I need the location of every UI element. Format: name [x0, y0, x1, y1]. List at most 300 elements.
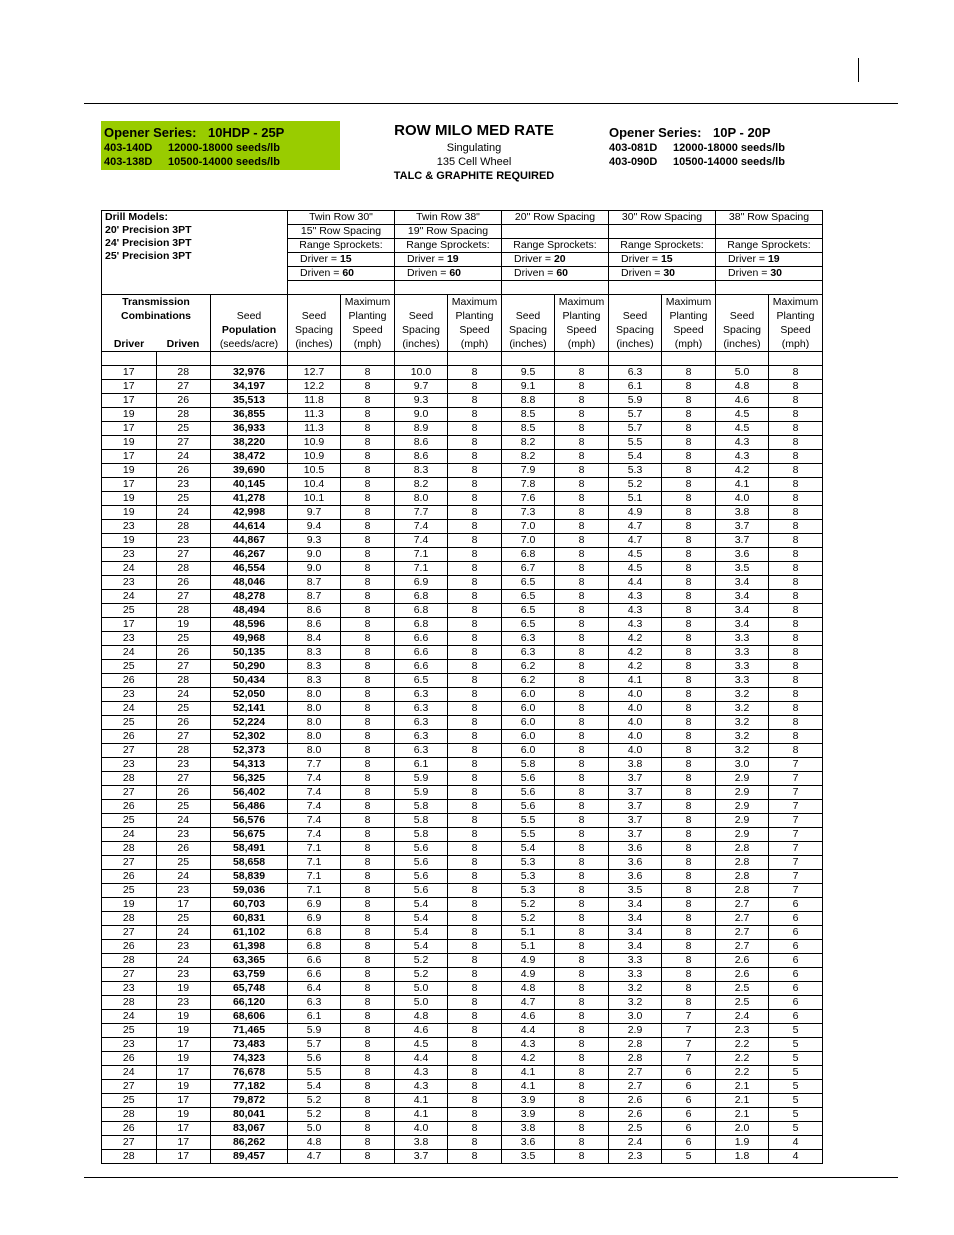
- table-cell: 8: [555, 632, 609, 646]
- driver-value: 15: [660, 253, 673, 265]
- table-cell: 8: [341, 1024, 395, 1038]
- table-cell: 8: [341, 1052, 395, 1066]
- table-cell: 8: [769, 422, 823, 436]
- table-cell: 8: [555, 730, 609, 744]
- table-cell: 8: [448, 1010, 502, 1024]
- table-cell: 8: [448, 366, 502, 380]
- table-cell: 6: [769, 898, 823, 912]
- table-cell: 2.4: [609, 1136, 662, 1150]
- table-cell: 8: [662, 562, 716, 576]
- table-cell: 6: [769, 954, 823, 968]
- table-cell: 8: [662, 996, 716, 1010]
- table-cell: 5.8: [395, 828, 448, 842]
- spacing-header-line: Spacing: [402, 324, 440, 336]
- table-cell: 27: [102, 926, 157, 940]
- transmission-line: Transmission: [122, 296, 190, 308]
- table-cell: 8: [662, 842, 716, 856]
- table-cell: 8.5: [502, 422, 555, 436]
- table-cell: 8: [448, 394, 502, 408]
- table-cell: 3.0: [609, 1010, 662, 1024]
- table-cell: 8: [662, 422, 716, 436]
- table-cell: 26: [102, 1052, 157, 1066]
- table-cell: 26: [102, 674, 157, 688]
- table-cell: 4.1: [502, 1066, 555, 1080]
- opener-series-left: [101, 121, 340, 170]
- speed-header-line: Planting: [562, 310, 601, 322]
- table-cell: 8: [341, 380, 395, 394]
- table-cell: 17: [102, 422, 157, 436]
- speed-header-line: Maximum: [772, 296, 819, 308]
- table-cell: 4.4: [395, 1052, 448, 1066]
- table-cell: 26: [156, 842, 211, 856]
- table-cell: 7.4: [288, 828, 341, 842]
- table-cell: 23: [102, 520, 157, 534]
- speed-header-line: (mph): [674, 338, 703, 350]
- table-cell: 6.0: [502, 702, 555, 716]
- spacing-header-line: Spacing: [295, 324, 333, 336]
- table-cell: 5.4: [395, 926, 448, 940]
- seed-population-cell: 48,494: [211, 604, 288, 618]
- table-cell: 8: [555, 562, 609, 576]
- table-cell: 6.6: [288, 954, 341, 968]
- table-cell: 8: [341, 1010, 395, 1024]
- table-cell: 28: [102, 954, 157, 968]
- table-cell: 8.4: [288, 632, 341, 646]
- table-cell: 2.5: [716, 996, 769, 1010]
- table-cell: 7.0: [502, 520, 555, 534]
- spacing-header-line: Spacing: [723, 324, 761, 336]
- table-cell: 9.3: [395, 394, 448, 408]
- table-cell: 2.9: [609, 1024, 662, 1038]
- blank-cell: [502, 352, 555, 366]
- table-cell: 8: [341, 478, 395, 492]
- table-cell: 2.9: [716, 786, 769, 800]
- table-cell: 24: [102, 702, 157, 716]
- table-cell: 3.4: [609, 898, 662, 912]
- table-cell: 5.3: [502, 856, 555, 870]
- table-cell: 8: [555, 464, 609, 478]
- table-cell: 8: [341, 926, 395, 940]
- opener-label: Opener Series:: [104, 124, 197, 140]
- table-cell: 23: [156, 884, 211, 898]
- table-cell: 5.5: [288, 1066, 341, 1080]
- table-cell: 6.3: [288, 996, 341, 1010]
- table-cell: 6.3: [395, 744, 448, 758]
- table-cell: 8: [662, 884, 716, 898]
- table-cell: 8: [341, 856, 395, 870]
- table-cell: 8: [555, 926, 609, 940]
- table-cell: 28: [102, 912, 157, 926]
- transmission-line: Combinations: [121, 310, 191, 322]
- table-cell: 7.6: [502, 492, 555, 506]
- seed-population-cell: 63,365: [211, 954, 288, 968]
- table-cell: 8: [555, 786, 609, 800]
- table-cell: 7.1: [395, 562, 448, 576]
- table-cell: 8: [662, 730, 716, 744]
- table-cell: 25: [102, 716, 157, 730]
- table-cell: 8: [769, 744, 823, 758]
- table-cell: 17: [156, 1094, 211, 1108]
- table-row: [102, 954, 823, 968]
- table-cell: 8: [341, 828, 395, 842]
- table-cell: 3.2: [609, 996, 662, 1010]
- table-cell: 17: [102, 618, 157, 632]
- table-cell: 5.2: [502, 912, 555, 926]
- blank-cell: [211, 352, 288, 366]
- table-cell: 8: [448, 842, 502, 856]
- table-cell: 8: [341, 730, 395, 744]
- seed-population-cell: 46,267: [211, 548, 288, 562]
- speed-header-line: Planting: [348, 310, 387, 322]
- table-cell: 8: [769, 660, 823, 674]
- table-cell: 8: [341, 1150, 395, 1164]
- table-cell: 8: [662, 534, 716, 548]
- table-cell: 7: [769, 870, 823, 884]
- table-row: [102, 828, 823, 842]
- table-row: [102, 380, 823, 394]
- seed-population-cell: 56,576: [211, 814, 288, 828]
- table-cell: 8: [555, 534, 609, 548]
- table-cell: 8: [662, 940, 716, 954]
- table-cell: 8: [341, 520, 395, 534]
- table-cell: 8: [448, 814, 502, 828]
- table-cell: 8: [448, 674, 502, 688]
- table-cell: 3.7: [716, 520, 769, 534]
- spacer-cell: [395, 281, 502, 295]
- table-row: [102, 618, 823, 632]
- seed-population-cell: 56,486: [211, 800, 288, 814]
- table-cell: 8: [555, 758, 609, 772]
- table-cell: 3.3: [716, 674, 769, 688]
- range-sprockets-label: Range Sprockets:: [716, 239, 823, 253]
- table-cell: 8: [662, 660, 716, 674]
- table-cell: 8.3: [395, 464, 448, 478]
- table-cell: 8: [555, 1038, 609, 1052]
- seed-population-cell: 52,141: [211, 702, 288, 716]
- table-cell: 5.4: [288, 1080, 341, 1094]
- table-cell: 6.8: [288, 940, 341, 954]
- table-cell: 28: [102, 1150, 157, 1164]
- table-cell: 4.5: [395, 1038, 448, 1052]
- table-cell: 5.0: [716, 366, 769, 380]
- table-cell: 24: [156, 688, 211, 702]
- table-cell: 8: [341, 954, 395, 968]
- table-cell: 7: [662, 1010, 716, 1024]
- table-cell: 8: [341, 450, 395, 464]
- table-cell: 2.6: [716, 954, 769, 968]
- table-cell: 8: [555, 590, 609, 604]
- table-cell: 10.0: [395, 366, 448, 380]
- table-cell: 19: [102, 408, 157, 422]
- table-cell: 7: [662, 1024, 716, 1038]
- table-cell: 2.9: [716, 814, 769, 828]
- table-cell: 23: [102, 632, 157, 646]
- table-cell: 8: [448, 1024, 502, 1038]
- blank-cell: [448, 352, 502, 366]
- table-cell: 7: [662, 1038, 716, 1052]
- table-cell: 6.8: [395, 590, 448, 604]
- table-cell: 2.7: [609, 1066, 662, 1080]
- table-cell: 7.9: [502, 464, 555, 478]
- table-cell: 7.7: [395, 506, 448, 520]
- table-cell: 2.7: [716, 926, 769, 940]
- table-cell: 8: [662, 856, 716, 870]
- table-cell: 6.3: [609, 366, 662, 380]
- table-cell: 8.2: [395, 478, 448, 492]
- table-cell: 23: [156, 828, 211, 842]
- table-row: [102, 464, 823, 478]
- table-cell: 23: [156, 968, 211, 982]
- seed-population-cell: 58,658: [211, 856, 288, 870]
- table-cell: 6.0: [502, 688, 555, 702]
- table-cell: 19: [156, 618, 211, 632]
- table-cell: 4.3: [609, 590, 662, 604]
- table-cell: 4.1: [395, 1108, 448, 1122]
- table-cell: 10.4: [288, 478, 341, 492]
- seed-population-cell: 52,373: [211, 744, 288, 758]
- table-cell: 6.1: [288, 1010, 341, 1024]
- spacing-header-line: Seed: [729, 310, 755, 322]
- table-cell: 28: [156, 520, 211, 534]
- table-cell: 8: [341, 996, 395, 1010]
- table-cell: 8.3: [288, 646, 341, 660]
- table-cell: 5.2: [395, 954, 448, 968]
- table-cell: 8: [448, 1052, 502, 1066]
- table-cell: 2.5: [609, 1122, 662, 1136]
- table-cell: 8: [341, 436, 395, 450]
- table-cell: 8: [448, 576, 502, 590]
- max-speed-header: [448, 295, 502, 352]
- table-cell: 8: [448, 632, 502, 646]
- table-cell: 8: [341, 772, 395, 786]
- seed-population-cell: 65,748: [211, 982, 288, 996]
- table-cell: 8: [341, 1136, 395, 1150]
- table-cell: 27: [102, 856, 157, 870]
- table-cell: 7: [769, 814, 823, 828]
- config-name: 38" Row Spacing: [716, 211, 823, 225]
- table-cell: 6.5: [502, 576, 555, 590]
- table-cell: 19: [156, 1024, 211, 1038]
- table-cell: 8: [448, 590, 502, 604]
- table-cell: 3.4: [716, 590, 769, 604]
- driven-value: 60: [342, 267, 354, 279]
- table-cell: 3.3: [716, 646, 769, 660]
- table-cell: 28: [156, 744, 211, 758]
- table-cell: 8: [448, 1136, 502, 1150]
- table-cell: 8: [662, 786, 716, 800]
- driver-value: 15: [339, 253, 352, 265]
- table-cell: 8: [555, 828, 609, 842]
- table-cell: 26: [156, 646, 211, 660]
- table-cell: 8: [448, 436, 502, 450]
- table-cell: 8.0: [288, 702, 341, 716]
- table-cell: 6.3: [395, 688, 448, 702]
- table-cell: 5.9: [395, 786, 448, 800]
- table-cell: 27: [102, 786, 157, 800]
- table-cell: 6: [769, 926, 823, 940]
- spacer-cell: [609, 281, 716, 295]
- table-cell: 11.3: [288, 408, 341, 422]
- table-cell: 4.6: [502, 1010, 555, 1024]
- driver-sprocket: [395, 253, 502, 267]
- table-row: [102, 968, 823, 982]
- table-cell: 28: [156, 366, 211, 380]
- table-cell: 5.0: [288, 1122, 341, 1136]
- table-cell: 6.1: [609, 380, 662, 394]
- table-cell: 8: [555, 856, 609, 870]
- table-cell: 7.4: [288, 772, 341, 786]
- table-cell: 3.2: [716, 716, 769, 730]
- table-cell: 25: [102, 814, 157, 828]
- table-cell: 8: [448, 492, 502, 506]
- table-cell: 8: [555, 660, 609, 674]
- table-row: [102, 576, 823, 590]
- table-cell: 4.1: [395, 1094, 448, 1108]
- table-cell: 8: [769, 492, 823, 506]
- table-cell: 8: [341, 660, 395, 674]
- table-row: [102, 940, 823, 954]
- table-cell: 5.5: [609, 436, 662, 450]
- table-cell: 8: [341, 590, 395, 604]
- table-cell: 8: [448, 898, 502, 912]
- table-cell: 9.7: [395, 380, 448, 394]
- table-cell: 3.2: [716, 730, 769, 744]
- max-speed-header: [662, 295, 716, 352]
- table-cell: 8: [662, 926, 716, 940]
- table-cell: 17: [156, 1122, 211, 1136]
- table-cell: 4.2: [609, 660, 662, 674]
- opener-value: 10P - 20P: [713, 124, 771, 140]
- table-cell: 8: [662, 464, 716, 478]
- table-cell: 5: [662, 1150, 716, 1164]
- table-cell: 8: [341, 632, 395, 646]
- table-cell: 8: [662, 632, 716, 646]
- spacing-header-line: Spacing: [509, 324, 547, 336]
- opener-series-right: [606, 121, 806, 170]
- table-row: [102, 1066, 823, 1080]
- config-sub: [609, 225, 716, 239]
- table-cell: 8: [448, 1094, 502, 1108]
- table-cell: 2.7: [716, 898, 769, 912]
- table-cell: 8: [341, 576, 395, 590]
- table-cell: 8: [662, 954, 716, 968]
- table-cell: 8.7: [288, 590, 341, 604]
- driver-header: Driver: [113, 338, 145, 350]
- seed-spacing-header: [288, 295, 341, 352]
- opener-label: Opener Series:: [609, 124, 702, 140]
- table-cell: 8.5: [502, 408, 555, 422]
- table-cell: 3.0: [716, 758, 769, 772]
- table-cell: 25: [102, 1024, 157, 1038]
- table-cell: 8: [341, 604, 395, 618]
- driven-label: Driven =: [407, 267, 450, 279]
- table-cell: 5.8: [395, 814, 448, 828]
- table-cell: 7.1: [288, 884, 341, 898]
- table-cell: 8: [448, 422, 502, 436]
- table-cell: 7.4: [395, 520, 448, 534]
- seed-population-cell: 35,513: [211, 394, 288, 408]
- table-cell: 7: [769, 800, 823, 814]
- seed-population-cell: 59,036: [211, 884, 288, 898]
- table-cell: 26: [156, 716, 211, 730]
- table-cell: 24: [102, 1010, 157, 1024]
- table-cell: 6.1: [395, 758, 448, 772]
- table-cell: 8: [555, 548, 609, 562]
- table-cell: 4.7: [609, 520, 662, 534]
- speed-header-line: Planting: [669, 310, 708, 322]
- speed-header-line: (mph): [460, 338, 489, 350]
- seed-population-cell: 48,046: [211, 576, 288, 590]
- blank-cell: [341, 352, 395, 366]
- table-cell: 6.3: [395, 716, 448, 730]
- table-cell: 3.4: [716, 576, 769, 590]
- table-cell: 6.8: [395, 618, 448, 632]
- table-cell: 8: [769, 562, 823, 576]
- table-row: [102, 800, 823, 814]
- table-cell: 8: [448, 926, 502, 940]
- table-cell: 8.0: [395, 492, 448, 506]
- table-cell: 8: [555, 842, 609, 856]
- config-name: 20" Row Spacing: [502, 211, 609, 225]
- config-name: Twin Row 30": [288, 211, 395, 225]
- table-cell: 5.9: [395, 772, 448, 786]
- table-row: [102, 1094, 823, 1108]
- table-cell: 5.1: [502, 940, 555, 954]
- table-cell: 4.8: [288, 1136, 341, 1150]
- table-cell: 7: [769, 786, 823, 800]
- table-cell: 6.8: [502, 548, 555, 562]
- table-cell: 8: [555, 520, 609, 534]
- table-cell: 4.9: [502, 968, 555, 982]
- table-cell: 2.6: [716, 968, 769, 982]
- table-cell: 8: [555, 772, 609, 786]
- table-cell: 5.0: [395, 996, 448, 1010]
- table-cell: 4.2: [609, 632, 662, 646]
- table-cell: 26: [102, 870, 157, 884]
- table-cell: 4.2: [502, 1052, 555, 1066]
- spacing-header-line: (inches): [509, 338, 547, 350]
- driven-header: Driven: [166, 338, 200, 350]
- table-row: [102, 856, 823, 870]
- table-cell: 8: [341, 1122, 395, 1136]
- range-sprockets-label: Range Sprockets:: [395, 239, 502, 253]
- table-cell: 5.4: [395, 898, 448, 912]
- driver-label: Driver =: [514, 253, 554, 265]
- driven-value: 60: [449, 267, 461, 279]
- table-cell: 26: [156, 394, 211, 408]
- table-cell: 8: [448, 1038, 502, 1052]
- table-cell: 8: [555, 688, 609, 702]
- table-cell: 8: [448, 464, 502, 478]
- seed-population-cell: 56,325: [211, 772, 288, 786]
- table-cell: 4.3: [609, 604, 662, 618]
- driver-sprocket: [502, 253, 609, 267]
- table-cell: 8: [341, 366, 395, 380]
- table-cell: 7: [769, 828, 823, 842]
- table-cell: 4.0: [609, 702, 662, 716]
- table-cell: 5.4: [395, 912, 448, 926]
- table-cell: 3.6: [609, 842, 662, 856]
- seed-population-cell: 54,313: [211, 758, 288, 772]
- table-cell: 4.5: [716, 422, 769, 436]
- speed-header-line: Speed: [673, 324, 704, 336]
- spacing-header-line: (inches): [295, 338, 333, 350]
- table-cell: 8.8: [502, 394, 555, 408]
- seed-population-cell: 50,290: [211, 660, 288, 674]
- table-cell: 8: [769, 548, 823, 562]
- blank-cell: [395, 352, 448, 366]
- table-cell: 8: [769, 618, 823, 632]
